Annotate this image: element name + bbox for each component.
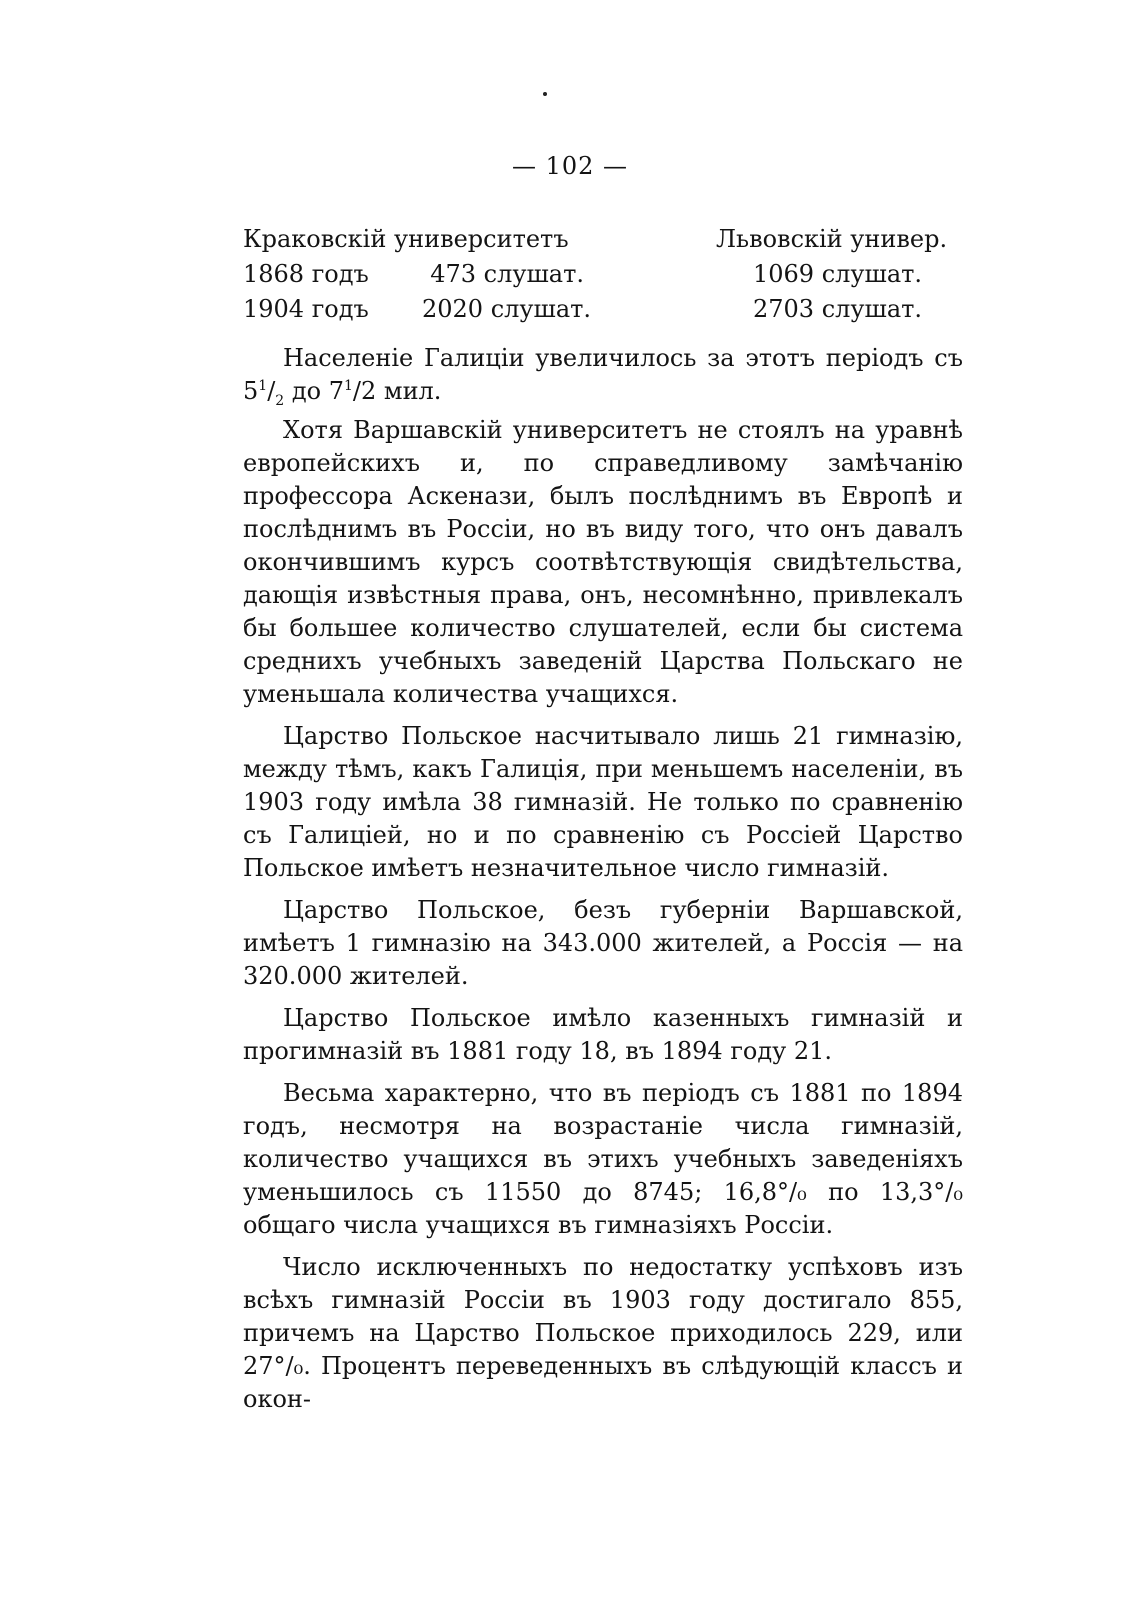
fraction-slash: / bbox=[267, 377, 276, 405]
body-text bbox=[243, 342, 963, 1425]
text-span: до 7 bbox=[284, 377, 344, 405]
university-stats-table bbox=[243, 222, 963, 327]
page-number: — 102 — bbox=[511, 152, 629, 180]
stats-row bbox=[243, 292, 963, 327]
stats-header-row bbox=[243, 222, 963, 257]
paragraph-enrollment-decline: Весьма характерно, что въ періодъ съ 1881 по 1894 годъ, несмотря на возрастаніе числа гимназій, количество учащихся въ этихъ учебныхъ заведеніяхъ уменьшилось съ 11550 до 8745; 16,8°/₀ по 13,3°/₀ общаго числа учащихся въ гимназіяхъ Россіи. bbox=[243, 1079, 963, 1239]
paragraph-warsaw-university: Хотя Варшавскій университетъ не стоялъ на уравнѣ европейскихъ и, по справедливому замѣчанію профессора Аскенази, былъ послѣднимъ въ Европѣ и послѣднимъ въ Россіи, но въ виду того, что онъ давалъ окончившимъ курсъ соотвѣтствующія свидѣтельства, дающія извѣстныя права, онъ, несомнѣнно, привлекалъ бы большее количество слушателей, если бы система среднихъ учебныхъ заведеній Царства Польскаго не уменьшала количества учащихся. bbox=[243, 416, 963, 708]
lviv-header: Львовскій универ. bbox=[716, 225, 948, 253]
stats-row bbox=[243, 257, 963, 292]
fraction-denominator: 2 bbox=[275, 392, 285, 409]
fraction-rest: /2 bbox=[352, 377, 377, 405]
krakow-cell: 2020 слушат. bbox=[422, 295, 592, 323]
text-span: Населеніе Галиціи увеличилось за этотъ періодъ съ 5 bbox=[243, 344, 963, 405]
ink-speck bbox=[543, 92, 547, 96]
lviv-cell: 1069 слушат. bbox=[753, 260, 923, 288]
text-span: мил. bbox=[376, 377, 442, 405]
lviv-cell: 2703 слушат. bbox=[753, 295, 923, 323]
fraction-numerator: 1 bbox=[343, 378, 353, 394]
year-cell: 1904 годъ bbox=[243, 295, 369, 323]
krakow-header: Краковскій университетъ bbox=[243, 225, 569, 253]
krakow-cell: 473 слушат. bbox=[430, 260, 584, 288]
paragraph-galicia-population bbox=[243, 342, 963, 408]
fraction-numerator: 1 bbox=[258, 378, 268, 394]
paragraph-expulsions: Число исключенныхъ по недостатку успѣховъ изъ всѣхъ гимназій Россіи въ 1903 году достигало 855, причемъ на Царство Польское приходилось 229, или 27°/₀. Процентъ переведенныхъ въ слѣдующій классъ и окон- bbox=[243, 1253, 963, 1413]
year-cell: 1868 годъ bbox=[243, 260, 369, 288]
paragraph-gymnasium-ratio: Царство Польское, безъ губерніи Варшавской, имѣетъ 1 гимназію на 343.000 жителей, а Россія — на 320.000 жителей. bbox=[243, 896, 963, 990]
paragraph-gymnasium-count: Царство Польское насчитывало лишь 21 гимназію, между тѣмъ, какъ Галиція, при меньшемъ населеніи, въ 1903 году имѣла 38 гимназій. Не только по сравненію съ Галиціей, но и по сравненію съ Россіей Царство Польское имѣетъ незначительное число гимназій. bbox=[243, 722, 963, 882]
paragraph-state-gymnasiums: Царство Польское имѣло казенныхъ гимназій и прогимназій въ 1881 году 18, въ 1894 году 21. bbox=[243, 1004, 963, 1065]
